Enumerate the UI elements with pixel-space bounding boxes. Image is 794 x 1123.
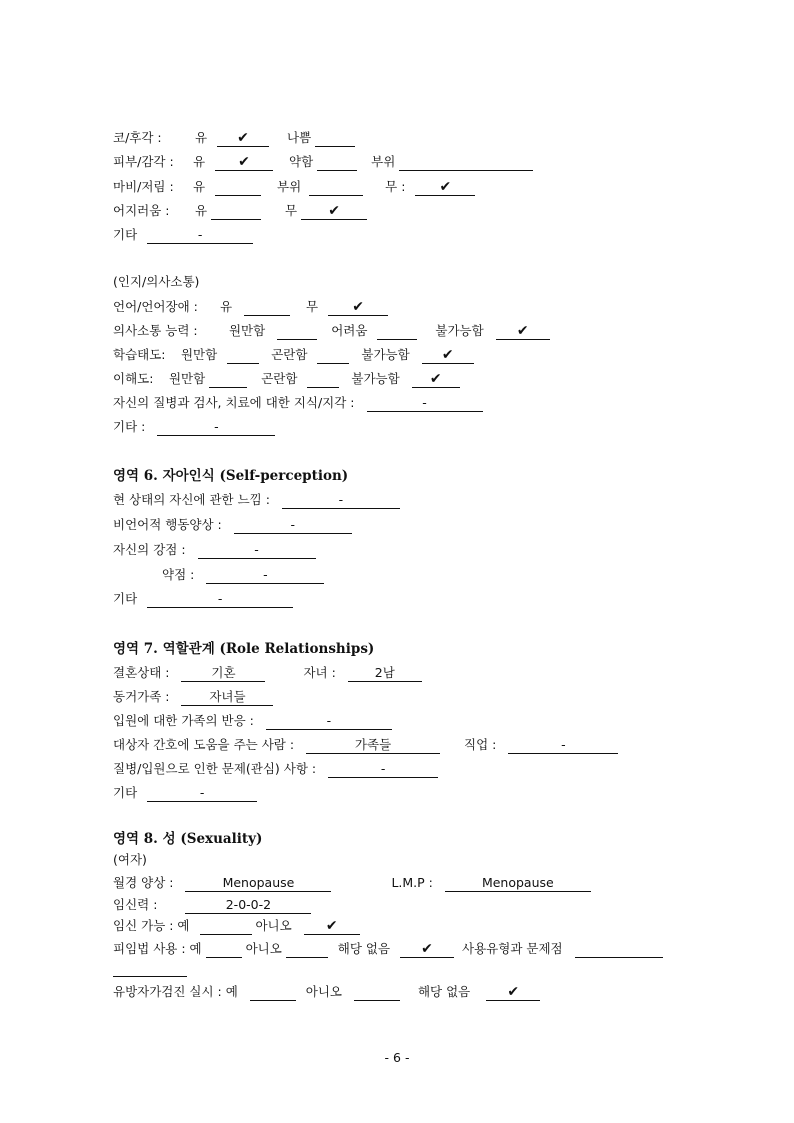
cognition-heading: (인지/의사소통) [113, 274, 200, 289]
understanding-hard-blank [307, 371, 339, 388]
numbness-opt3: 무 : [385, 179, 406, 194]
learning-row [113, 346, 474, 364]
skin-opt2: 약함 [289, 154, 314, 169]
marital-value: 기혼 [181, 665, 265, 682]
numbness-opt2: 부위 [277, 179, 302, 194]
understanding-ok-blank [209, 371, 247, 388]
family-reaction-value: - [266, 713, 392, 730]
knowledge-label: 자신의 질병과 검사, 치료에 대한 지식/지각 : [113, 395, 355, 410]
speech-row [113, 298, 388, 316]
page-number: - 6 - [384, 1050, 410, 1065]
dizziness-opt2: 무 [285, 203, 298, 218]
understanding-opt1: 원만함 [168, 371, 206, 386]
learning-ok-blank [227, 347, 259, 364]
section8-title: 영역 8. 성 (Sexuality) [113, 831, 263, 847]
understanding-impossible-check: ✔ [412, 371, 460, 388]
contraception-opt2: 아니오 [245, 941, 282, 956]
breast-exam-opt3: 해당 없음 [417, 984, 471, 999]
family-reaction-row [113, 712, 392, 730]
breast-exam-yes-blank [250, 984, 296, 1001]
section7-title: 영역 7. 역할관계 (Role Relationships) [113, 641, 375, 657]
helper-value: 가족들 [306, 737, 440, 754]
pregnancy-no-check: ✔ [304, 918, 360, 935]
numbness-site-blank [309, 179, 363, 196]
communication-label: 의사소통 능력 : [113, 323, 198, 338]
skin-yes-check: ✔ [215, 154, 273, 171]
smell-row [113, 129, 355, 147]
occupation-value: - [508, 737, 618, 754]
nonverbal-value: - [234, 517, 352, 534]
lmp-value: Menopause [445, 875, 591, 892]
skin-weak-blank [317, 154, 357, 171]
understanding-opt3: 불가능함 [351, 371, 400, 386]
children-label: 자녀 : [303, 665, 336, 680]
marital-row [113, 664, 422, 682]
family-reaction-label: 입원에 대한 가족의 반응 : [113, 713, 254, 728]
breast-exam-no-blank [354, 984, 400, 1001]
household-value: 자녀들 [181, 689, 273, 706]
communication-opt2: 어려움 [331, 323, 368, 338]
illness-problem-row [113, 760, 438, 778]
numbness-no-check: ✔ [415, 179, 475, 196]
communication-hard-blank [377, 323, 417, 340]
contraception-row [113, 940, 663, 958]
pregnancy-label: 임신 가능 : 예 [113, 918, 190, 933]
numbness-label: 마비/저림 : [113, 179, 174, 194]
helper-row [113, 736, 618, 754]
communication-row [113, 322, 550, 340]
speech-opt1: 유 [219, 299, 233, 314]
role-other-row [113, 784, 257, 802]
contraception-label: 피임법 사용 : 예 [113, 941, 202, 956]
pregnancy-row [113, 917, 360, 935]
speech-opt2: 무 [306, 299, 319, 314]
smell-bad-blank [315, 130, 355, 147]
weakness-value: - [206, 567, 324, 584]
dizziness-opt1: 유 [194, 203, 208, 218]
dizziness-row [113, 202, 367, 220]
contraception-na-check: ✔ [400, 941, 454, 958]
speech-no-check: ✔ [328, 299, 388, 316]
role-other-label: 기타 [113, 785, 138, 800]
skin-label: 피부/감각 : [113, 154, 174, 169]
learning-opt2: 곤란함 [271, 347, 308, 362]
skin-opt3: 부위 [371, 154, 396, 169]
role-other-value: - [147, 785, 257, 802]
contraception-no-blank [286, 941, 328, 958]
knowledge-value: - [367, 395, 483, 412]
self-feeling-label: 현 상태의 자신에 관한 느낌 : [113, 492, 270, 507]
self-feeling-value: - [282, 492, 400, 509]
breast-exam-na-check: ✔ [486, 984, 540, 1001]
section8-subheading: (여자) [113, 852, 147, 867]
self-other-label: 기타 [113, 591, 138, 606]
skin-site-blank [399, 154, 533, 171]
menses-row [113, 874, 591, 892]
cognition-other-value: - [157, 419, 275, 436]
strength-label: 자신의 강점 : [113, 542, 186, 557]
smell-label: 코/후각 : [113, 130, 162, 145]
contraception-opt4: 사용유형과 문제점 [462, 941, 563, 956]
strength-row [113, 541, 316, 559]
pregnancy-yes-blank [200, 918, 252, 935]
obstetric-label: 임신력 : [113, 897, 158, 912]
communication-ok-blank [277, 323, 317, 340]
learning-label: 학습태도: [113, 347, 166, 362]
understanding-label: 이해도: [113, 371, 154, 386]
understanding-opt2: 곤란함 [261, 371, 298, 386]
contraception-yes-blank [206, 941, 242, 958]
sensory-other-row [113, 226, 253, 244]
communication-opt3: 불가능함 [435, 323, 484, 338]
numbness-row [113, 178, 475, 196]
contraception-type-blank [575, 941, 663, 958]
speech-label: 언어/언어장애 : [113, 299, 198, 314]
contraception-opt3: 해당 없음 [337, 941, 391, 956]
dizziness-yes-blank [211, 203, 261, 220]
nonverbal-row [113, 516, 352, 534]
nonverbal-label: 비언어적 행동양상 : [113, 517, 222, 532]
dizziness-no-check: ✔ [301, 203, 367, 220]
menses-value: Menopause [185, 875, 331, 892]
knowledge-row [113, 394, 483, 412]
weakness-row [162, 566, 324, 584]
sensory-other-value: - [147, 227, 253, 244]
strength-value: - [198, 542, 316, 559]
sensory-other-label: 기타 [113, 227, 138, 242]
smell-yes-check: ✔ [217, 130, 269, 147]
pregnancy-opt2: 아니오 [255, 918, 292, 933]
obstetric-value: 2-0-0-2 [185, 897, 311, 914]
learning-opt3: 불가능함 [361, 347, 410, 362]
cognition-other-label: 기타 : [113, 419, 146, 434]
breast-exam-label: 유방자가검진 실시 : 예 [113, 984, 238, 999]
obstetric-row [113, 896, 311, 914]
breast-exam-row [113, 983, 540, 1001]
self-other-row [113, 590, 293, 608]
contraception-continuation-row [113, 959, 187, 977]
smell-opt1: 유 [194, 130, 208, 145]
children-value: 2남 [348, 665, 422, 682]
speech-yes-blank [244, 299, 290, 316]
menses-label: 월경 양상 : [113, 875, 174, 890]
smell-opt2: 나쁨 [287, 130, 312, 145]
self-feeling-row [113, 491, 400, 509]
cognition-other-row [113, 418, 275, 436]
understanding-row [113, 370, 460, 388]
illness-problem-label: 질병/입원으로 인한 문제(관심) 사항 : [113, 761, 317, 776]
section6-title: 영역 6. 자아인식 (Self-perception) [113, 468, 349, 484]
breast-exam-opt2: 아니오 [305, 984, 343, 999]
numbness-yes-blank [215, 179, 261, 196]
learning-impossible-check: ✔ [422, 347, 474, 364]
skin-opt1: 유 [192, 154, 206, 169]
lmp-label: L.M.P : [391, 875, 433, 890]
illness-problem-value: - [328, 761, 438, 778]
weakness-label: 약점 : [162, 567, 195, 582]
marital-label: 결혼상태 : [113, 665, 170, 680]
helper-label: 대상자 간호에 도움을 주는 사람 : [113, 737, 295, 752]
occupation-label: 직업 : [464, 737, 497, 752]
dizziness-label: 어지러움 : [113, 203, 170, 218]
household-label: 동거가족 : [113, 689, 170, 704]
communication-impossible-check: ✔ [496, 323, 550, 340]
learning-hard-blank [317, 347, 349, 364]
numbness-opt1: 유 [192, 179, 206, 194]
skin-row [113, 153, 533, 171]
contraception-type-blank-continued [113, 960, 187, 977]
household-row [113, 688, 273, 706]
self-other-value: - [147, 591, 293, 608]
communication-opt1: 원만함 [228, 323, 266, 338]
learning-opt1: 원만함 [180, 347, 218, 362]
